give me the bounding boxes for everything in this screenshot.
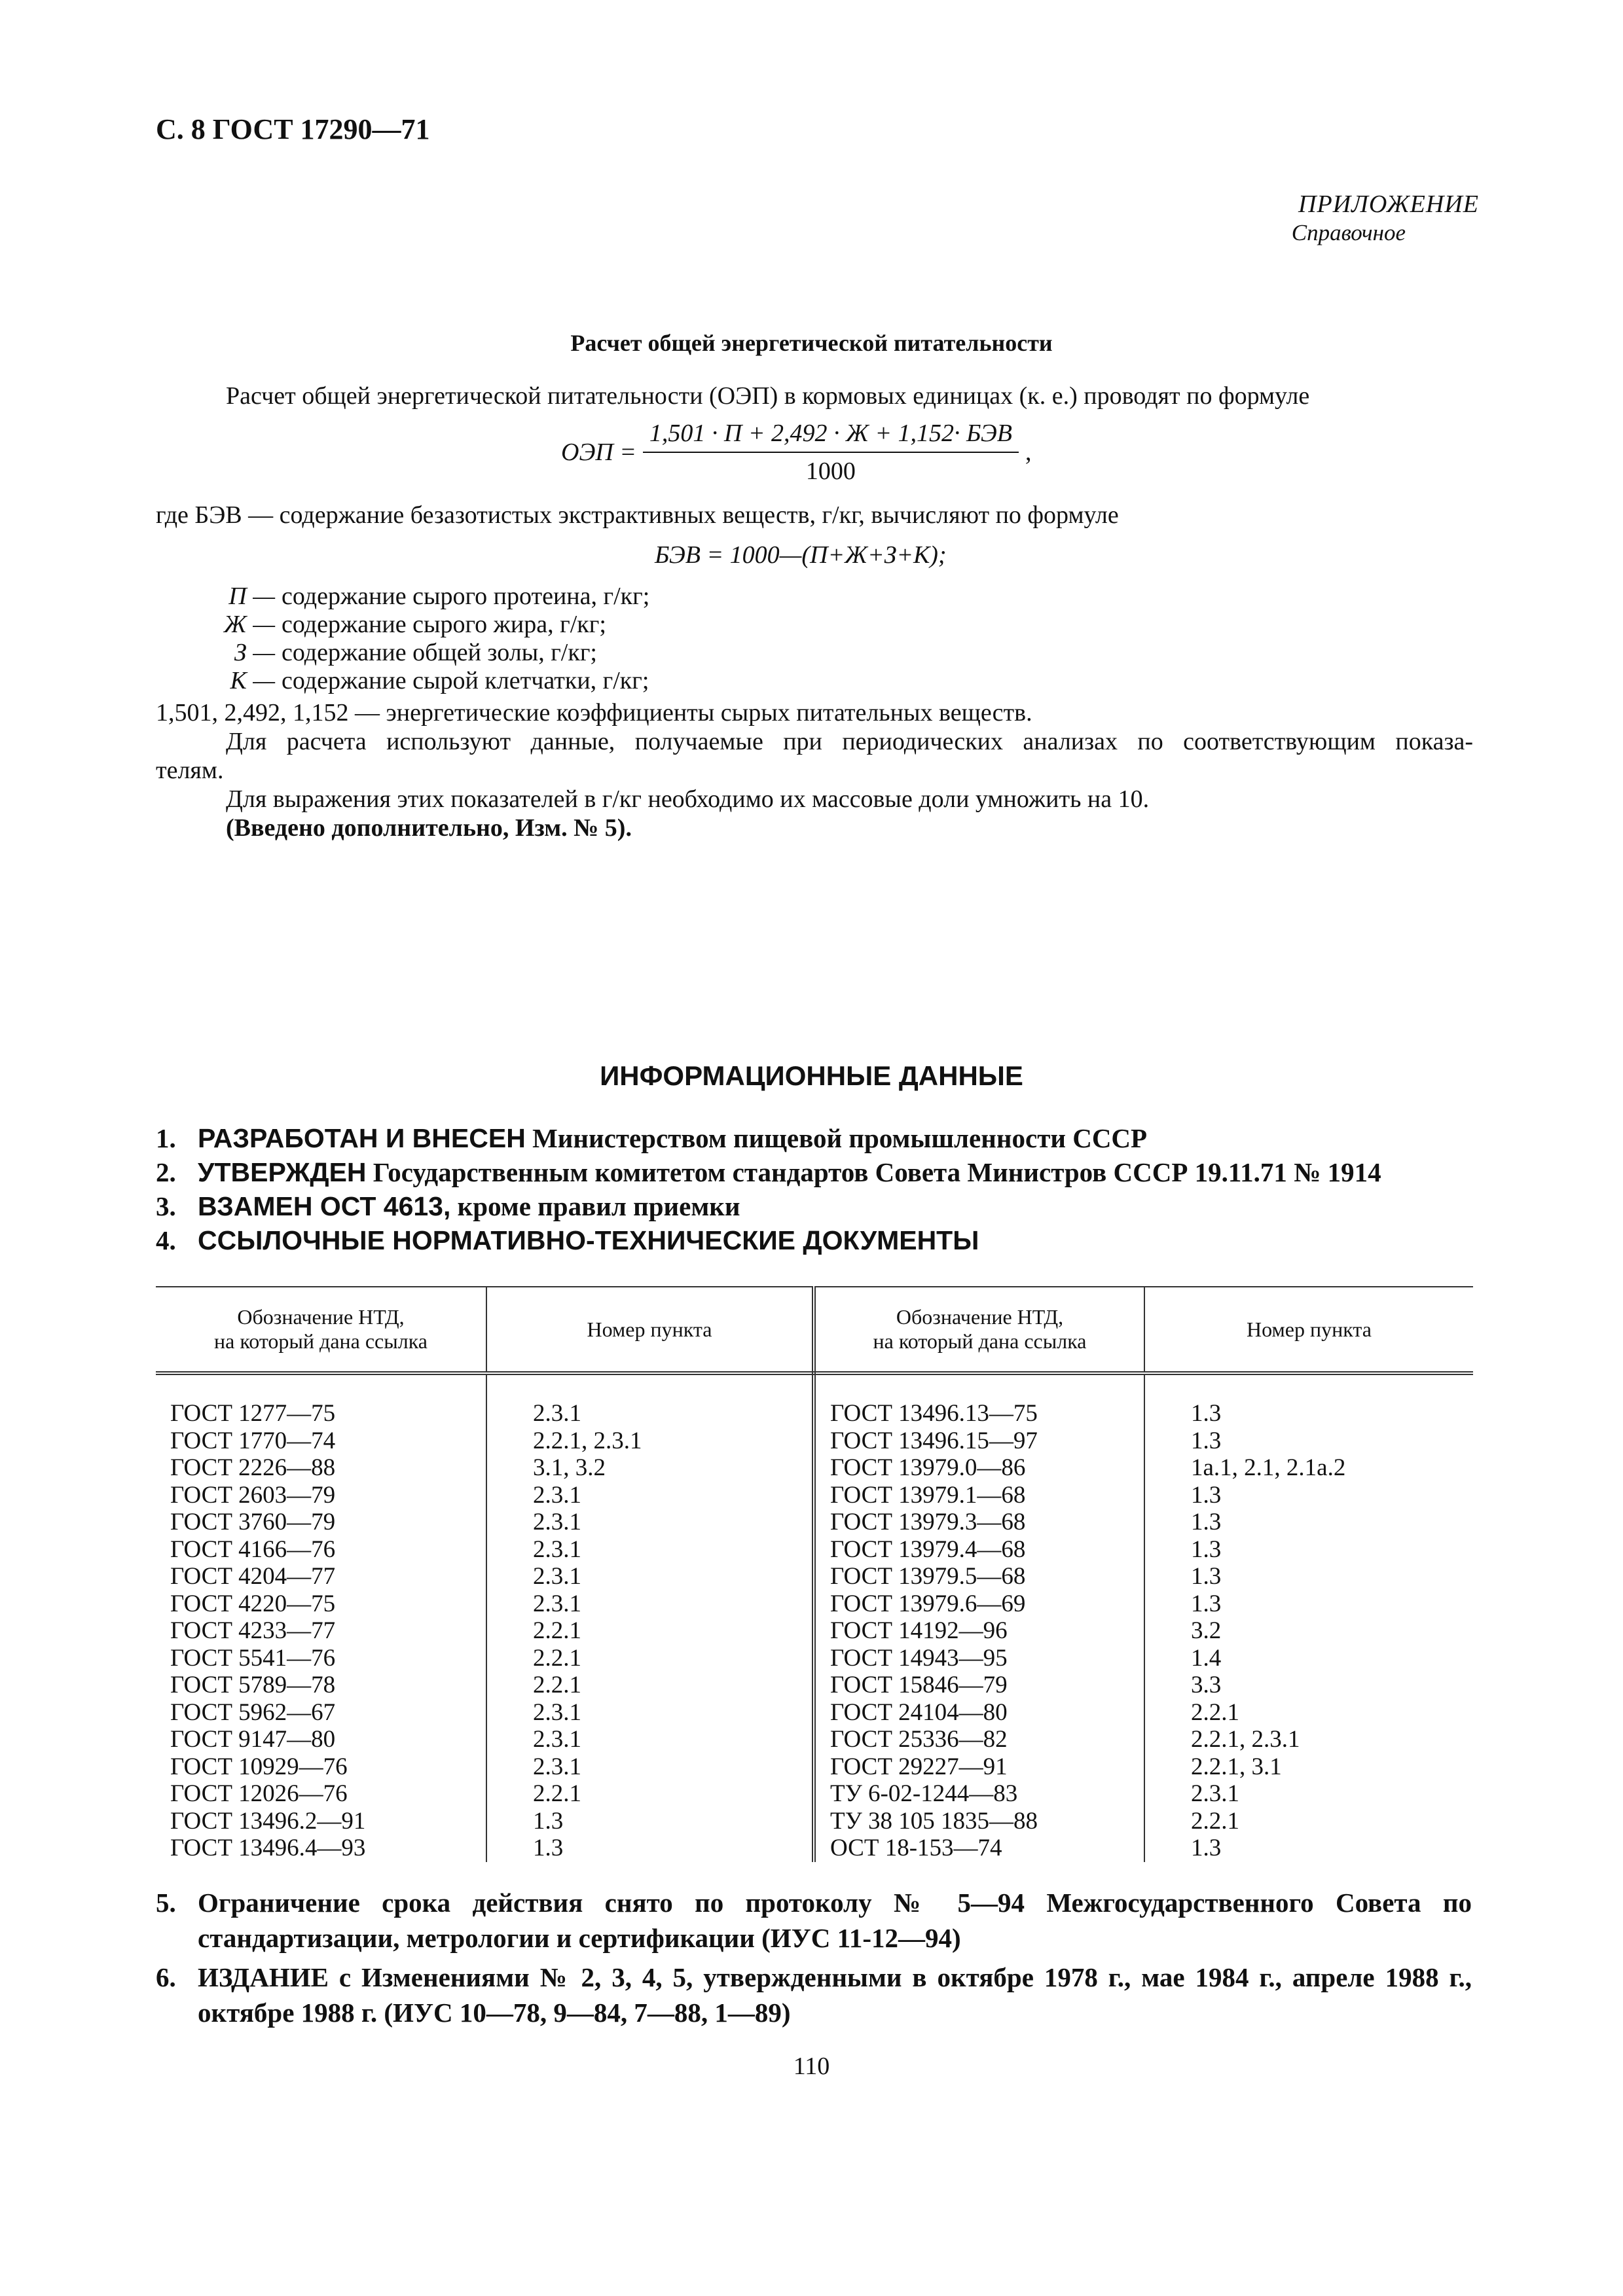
clause-number: 2.2.1 <box>533 1644 581 1672</box>
clause-number: 2.3.1 <box>533 1753 581 1780</box>
ntd-designation: ГОСТ 25336—82 <box>830 1726 1008 1753</box>
col-ntd-right <box>814 1373 1144 1862</box>
clause-number: 2.3.1 <box>533 1481 581 1509</box>
ntd-designation: ГОСТ 14943—95 <box>830 1644 1008 1672</box>
paragraph-data-usage: Для расчета используют данные, получаемые при периодических анализах по соответствующим показа- <box>226 728 1473 755</box>
clause-number: 1.3 <box>533 1835 564 1861</box>
ntd-designation: ГОСТ 4220—75 <box>170 1590 336 1617</box>
ntd-designation: ГОСТ 10929—76 <box>170 1753 348 1780</box>
appendix-label <box>1292 190 1479 246</box>
calc-intro: Расчет общей энергетической питательности (ОЭП) в кормовых единицах (к. е.) проводят по формуле <box>226 382 1310 410</box>
header-ntd-left: Обозначение НТД, на который дана ссылка <box>156 1287 486 1373</box>
paragraph-conversion: Для выражения этих показателей в г/кг необходимо их массовые доли умножить на 10. <box>226 785 1150 813</box>
ntd-designation: ГОСТ 9147—80 <box>170 1726 336 1753</box>
ntd-designation: ГОСТ 13496.13—75 <box>830 1400 1038 1427</box>
variable-row <box>156 611 649 639</box>
calc-section-title: Расчет общей энергетической питательности <box>570 330 1053 356</box>
info-item-number: 2. <box>156 1157 176 1187</box>
variable-desc: содержание сырого жира, г/кг; <box>282 611 606 638</box>
ntd-designation: ГОСТ 13979.4—68 <box>830 1535 1026 1563</box>
info-item <box>156 1155 1472 1189</box>
info-item-text: Ограничение срока действия снято по протоколу № 5—94 Межгосударственного Совета по стандартизации, метрологии и сертификации (ИУС 11-12—94) <box>198 1888 1472 1953</box>
clause-number: 2.3.1 <box>533 1535 581 1563</box>
variable-symbol: К — <box>230 667 275 694</box>
variable-symbol: П — <box>228 583 275 610</box>
clause-number: 1.3 <box>1191 1481 1222 1509</box>
info-item <box>156 1223 1472 1257</box>
info-item-number: 5. <box>156 1888 176 1918</box>
paragraph-data-usage-cont: телям. <box>156 757 224 784</box>
col-ntd-left <box>156 1373 486 1862</box>
clause-number: 2.2.1, 3.1 <box>1191 1753 1282 1780</box>
ntd-designation: ОСТ 18-153—74 <box>830 1835 1002 1861</box>
table-body-row <box>156 1373 1473 1862</box>
info-item-number: 6. <box>156 1962 176 1992</box>
info-item <box>156 1189 1472 1223</box>
clause-number: 1.3 <box>1191 1535 1222 1563</box>
ntd-designation: ГОСТ 5789—78 <box>170 1672 336 1698</box>
info-item-text: ИЗДАНИЕ с Изменениями № 2, 3, 4, 5, утвержденными в октябре 1978 г., мае 1984 г., апреле 1988 г., октябре 1988 г. (ИУС 10—78, 9—84, 7—88, 1—89) <box>198 1962 1472 2028</box>
ntd-designation: ГОСТ 12026—76 <box>170 1780 348 1807</box>
info-item-text: кроме правил приемки <box>450 1191 740 1221</box>
ntd-designation: ГОСТ 4166—76 <box>170 1535 336 1563</box>
table-header-row <box>156 1287 1473 1373</box>
page-header: С. 8 ГОСТ 17290—71 <box>156 113 430 145</box>
clause-number: 3.1, 3.2 <box>533 1454 606 1481</box>
ntd-designation: ГОСТ 13979.6—69 <box>830 1590 1026 1617</box>
clause-number: 2.3.1 <box>533 1698 581 1726</box>
clause-number: 2.2.1, 2.3.1 <box>1191 1726 1300 1753</box>
info-item-head: ВЗАМЕН ОСТ 4613, <box>198 1191 451 1221</box>
ntd-designation: ГОСТ 29227—91 <box>830 1753 1008 1780</box>
clause-number: 1.3 <box>1191 1563 1222 1590</box>
header-ntd-right: Обозначение НТД, на который дана ссылка <box>814 1287 1144 1373</box>
variable-row <box>156 667 649 695</box>
where-bev: где БЭВ — содержание безазотистых экстрактивных веществ, г/кг, вычисляют по формуле <box>156 501 1119 529</box>
ntd-designation: ГОСТ 13496.2—91 <box>170 1807 366 1835</box>
ntd-designation: ГОСТ 13496.4—93 <box>170 1835 366 1861</box>
header-clause-right: Номер пункта <box>1144 1287 1473 1373</box>
info-list-continued <box>156 1885 1472 2030</box>
ntd-designation: ГОСТ 13979.5—68 <box>830 1563 1026 1590</box>
amendment-note: (Введено дополнительно, Изм. № 5). <box>226 814 632 842</box>
col-clause-left <box>486 1373 814 1862</box>
clause-number: 2.2.1 <box>1191 1698 1239 1726</box>
clause-number: 1.3 <box>1191 1590 1222 1617</box>
clause-number: 1.3 <box>1191 1835 1222 1861</box>
clause-number: 2.3.1 <box>533 1400 581 1427</box>
clause-number: 1.3 <box>1191 1400 1222 1427</box>
clause-number: 2.2.1 <box>1191 1807 1239 1835</box>
clause-number: 2.3.1 <box>533 1726 581 1753</box>
clause-number: 2.2.1 <box>533 1780 581 1807</box>
clause-number: 2.3.1 <box>1191 1780 1239 1807</box>
coefficients-note: 1,501, 2,492, 1,152 — энергетические коэффициенты сырых питательных веществ. <box>156 699 1032 726</box>
clause-number: 1.4 <box>1191 1644 1222 1672</box>
info-item-text: Государственным комитетом стандартов Совета Министров СССР 19.11.71 № 1914 <box>366 1157 1381 1187</box>
clause-number: 1.3 <box>1191 1427 1222 1454</box>
ntd-designation: ГОСТ 13979.0—86 <box>830 1454 1026 1481</box>
ntd-designation: ГОСТ 13979.3—68 <box>830 1509 1026 1535</box>
header-clause-left: Номер пункта <box>486 1287 814 1373</box>
ntd-designation: ГОСТ 3760—79 <box>170 1509 336 1535</box>
ntd-designation: ГОСТ 24104—80 <box>830 1698 1008 1726</box>
formula-fraction <box>643 419 1019 486</box>
ntd-designation: ГОСТ 4204—77 <box>170 1563 336 1590</box>
clause-number: 3.3 <box>1191 1672 1222 1698</box>
clause-number: 1.3 <box>1191 1509 1222 1535</box>
ntd-designation: ГОСТ 15846—79 <box>830 1672 1008 1698</box>
formula-tail: , <box>1025 439 1032 466</box>
variable-desc: содержание сырой клетчатки, г/кг; <box>282 667 649 694</box>
ntd-designation: ГОСТ 13496.15—97 <box>830 1427 1038 1454</box>
clause-number: 3.2 <box>1191 1617 1222 1644</box>
variable-row <box>156 639 649 667</box>
info-item-head: ССЫЛОЧНЫЕ НОРМАТИВНО-ТЕХНИЧЕСКИЕ ДОКУМЕНТЫ <box>198 1225 979 1255</box>
ntd-designation: ГОСТ 2603—79 <box>170 1481 336 1509</box>
info-item-head: УТВЕРЖДЕН <box>198 1157 367 1187</box>
clause-number: 2.2.1 <box>533 1672 581 1698</box>
formula-oep <box>561 419 1031 486</box>
info-section-title: ИНФОРМАЦИОННЫЕ ДАННЫЕ <box>600 1060 1023 1091</box>
variable-desc: содержание общей золы, г/кг; <box>282 639 597 666</box>
ntd-designation: ГОСТ 4233—77 <box>170 1617 336 1644</box>
info-item-text: Министерством пищевой промышленности СССР <box>525 1123 1148 1153</box>
ntd-designation: ГОСТ 13979.1—68 <box>830 1481 1026 1509</box>
info-item-head: РАЗРАБОТАН И ВНЕСЕН <box>198 1123 526 1153</box>
variable-symbol: З — <box>234 639 275 666</box>
variable-list <box>156 583 649 695</box>
ntd-designation: ГОСТ 5962—67 <box>170 1698 336 1726</box>
variable-row <box>156 583 649 611</box>
formula-bev: БЭВ = 1000—(П+Ж+З+К); <box>655 541 947 569</box>
variable-desc: содержание сырого протеина, г/кг; <box>282 583 650 610</box>
info-item-number: 4. <box>156 1225 176 1255</box>
ntd-designation: ГОСТ 1770—74 <box>170 1427 336 1454</box>
clause-number: 2.2.1, 2.3.1 <box>533 1427 642 1454</box>
formula-denominator: 1000 <box>805 457 856 485</box>
appendix-title: ПРИЛОЖЕНИЕ <box>1298 190 1479 218</box>
col-clause-right <box>1144 1373 1473 1862</box>
formula-lhs: ОЭП = <box>561 439 636 466</box>
clause-number: 2.3.1 <box>533 1590 581 1617</box>
ntd-designation: ГОСТ 2226—88 <box>170 1454 336 1481</box>
appendix-type: Справочное <box>1291 220 1406 245</box>
ntd-designation: ТУ 38 105 1835—88 <box>830 1807 1038 1835</box>
info-item-number: 3. <box>156 1191 176 1221</box>
clause-number: 2.3.1 <box>533 1563 581 1590</box>
ntd-designation: ГОСТ 1277—75 <box>170 1400 336 1427</box>
formula-numerator: 1,501 · П + 2,492 · Ж + 1,152· БЭВ <box>643 419 1019 453</box>
page-number: 110 <box>793 2053 830 2080</box>
references-table <box>156 1286 1473 1862</box>
clause-number: 2.2.1 <box>533 1617 581 1644</box>
ntd-designation: ГОСТ 5541—76 <box>170 1644 336 1672</box>
info-item-number: 1. <box>156 1123 176 1153</box>
clause-number: 1а.1, 2.1, 2.1а.2 <box>1191 1454 1346 1481</box>
info-item <box>156 1121 1472 1155</box>
info-item <box>156 1885 1472 1956</box>
ntd-designation: ТУ 6-02-1244—83 <box>830 1780 1018 1807</box>
variable-symbol: Ж — <box>223 611 275 638</box>
clause-number: 1.3 <box>533 1807 564 1835</box>
ntd-designation: ГОСТ 14192—96 <box>830 1617 1008 1644</box>
info-item <box>156 1960 1472 2030</box>
clause-number: 2.3.1 <box>533 1509 581 1535</box>
info-list <box>156 1121 1472 1257</box>
